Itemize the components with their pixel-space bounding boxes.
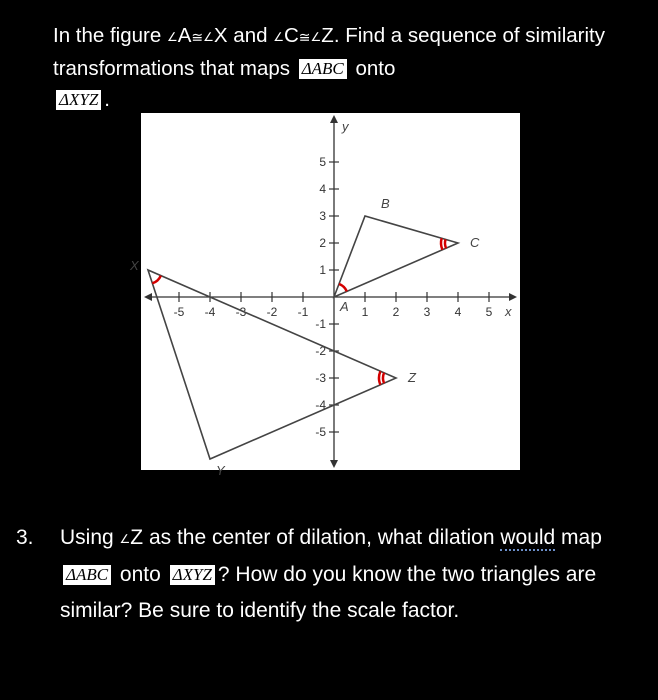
and-text: and <box>227 24 274 47</box>
x-tick-label: 5 <box>485 305 493 319</box>
y-tick-label: -2 <box>315 344 326 358</box>
intro-text-2: . Find a sequence of similarity transformations that maps <box>53 24 606 80</box>
angle-mark-z <box>379 371 380 385</box>
point-label-c: C <box>470 235 480 250</box>
question-text <box>60 520 630 629</box>
question-number: 3. <box>16 526 34 549</box>
would-word: would <box>500 526 556 549</box>
triangle-xyz-label: ΔXYZ <box>169 564 216 586</box>
onto-text: onto <box>114 563 167 586</box>
point-label-a: A <box>340 299 349 314</box>
y-tick-label: -4 <box>315 398 326 412</box>
congruent-symbol: ≅ <box>298 29 311 45</box>
x-tick-label: -2 <box>266 305 278 319</box>
x-tick-label: 3 <box>423 305 431 319</box>
period-text: . <box>104 88 110 111</box>
x-tick-label: 4 <box>454 305 462 319</box>
angle-mark-z <box>383 373 384 383</box>
angle-z-label: Z <box>321 24 334 47</box>
angle-mark-x <box>152 276 160 284</box>
congruent-symbol: ≅ <box>191 29 204 45</box>
coordinate-graph <box>130 113 520 478</box>
angle-mark-c <box>441 238 442 250</box>
y-tick-label: -3 <box>315 371 326 385</box>
intro-text: In the figure <box>53 24 167 47</box>
angle-mark-a <box>339 284 347 291</box>
x-tick-label: 2 <box>392 305 400 319</box>
triangle-xyz-label: ΔXYZ <box>55 89 102 111</box>
y-tick-label: 3 <box>319 209 326 223</box>
angle-symbol: ∠ <box>166 30 178 44</box>
y-tick-label: 4 <box>319 182 326 196</box>
angle-z-label: Z <box>130 526 144 549</box>
y-tick-label: 2 <box>319 236 326 250</box>
x-tick-label: -1 <box>297 305 309 319</box>
angle-symbol: ∠ <box>203 30 214 44</box>
y-axis-arrow-bottom <box>330 460 338 468</box>
angle-a-label: A <box>177 24 192 47</box>
question-text-2: as the center of dilation, what dilation <box>143 526 501 549</box>
triangle-abc-label: ΔABC <box>298 58 348 80</box>
point-label-b: B <box>381 196 390 211</box>
angle-symbol: ∠ <box>273 30 284 44</box>
question-text-4: ? How do you know the two triangles are similar? Be sure to identify the scale factor. <box>60 563 597 622</box>
x-axis-label: x <box>505 304 512 319</box>
problem-statement <box>53 20 633 115</box>
y-axis-label: y <box>342 119 349 134</box>
question-text-1: Using <box>60 526 120 549</box>
point-label-x: X <box>130 258 139 273</box>
y-tick-label: 5 <box>319 155 326 169</box>
y-axis-arrow-top <box>330 115 338 123</box>
onto-text: onto <box>349 57 396 80</box>
x-tick-label: 1 <box>361 305 369 319</box>
triangle-abc-label: ΔABC <box>62 564 112 586</box>
point-label-z: Z <box>408 370 416 385</box>
angle-mark-c <box>445 239 446 248</box>
x-axis-arrow-right <box>509 293 517 301</box>
angle-symbol: ∠ <box>310 30 322 44</box>
angle-x-label: X <box>213 24 228 47</box>
y-tick-label: -1 <box>315 317 326 331</box>
point-label-y: Y <box>216 463 225 478</box>
triangle-abc <box>334 216 458 297</box>
x-tick-label: -3 <box>235 305 247 319</box>
y-tick-label: 1 <box>319 263 326 277</box>
angle-symbol: ∠ <box>119 532 131 546</box>
angle-c-label: C <box>283 24 299 47</box>
x-tick-label: -5 <box>173 305 185 319</box>
question-text-3: map <box>555 526 602 549</box>
x-tick-label: -4 <box>204 305 216 319</box>
y-tick-label: -5 <box>315 425 326 439</box>
x-axis-arrow-left <box>144 293 152 301</box>
